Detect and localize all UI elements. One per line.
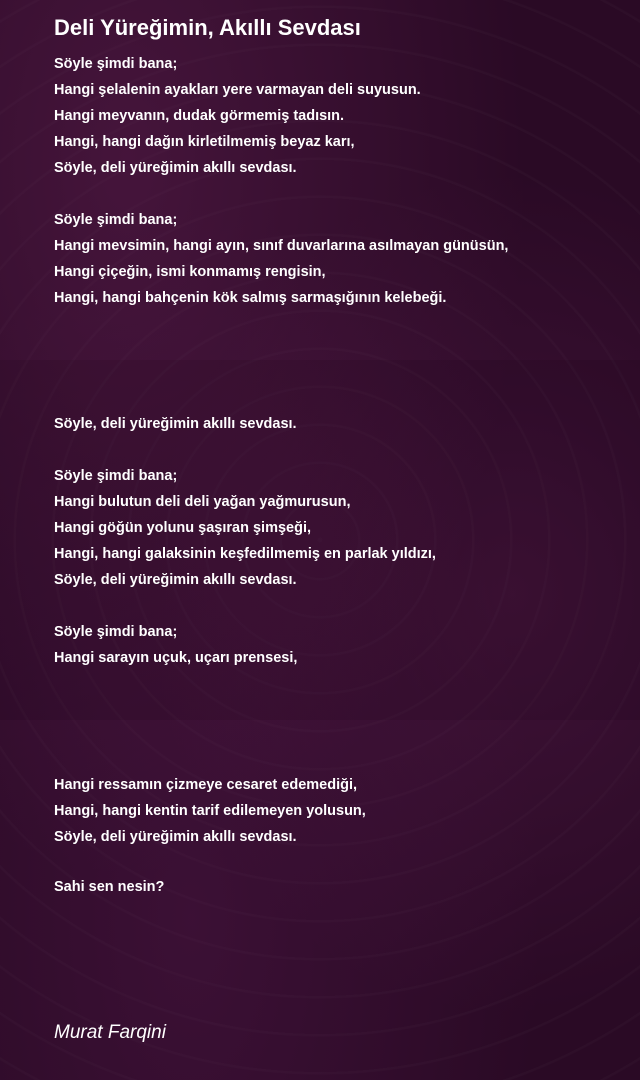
stanza: [54, 51, 421, 181]
poem-line: Hangi, hangi bahçenin kök salmış sarmaşığının kelebeği.: [54, 290, 447, 306]
poem-line: Söyle şimdi bana;: [54, 56, 178, 72]
poem-line: Söyle, deli yüreğimin akıllı sevdası.: [54, 416, 297, 432]
poem-line: Hangi meyvanın, dudak görmemiş tadısın.: [54, 108, 345, 124]
poem-line: Hangi göğün yolunu şaşıran şimşeği,: [54, 520, 312, 536]
poem-line: Söyle, deli yüreğimin akıllı sevdası.: [54, 160, 297, 176]
stanza: [54, 619, 297, 671]
poem-line: Söyle şimdi bana;: [54, 212, 178, 228]
poem-line: Hangi çiçeğin, ismi konmamış rengisin,: [54, 264, 326, 280]
poem-line: Sahi sen nesin?: [54, 879, 165, 895]
poem-line: Söyle şimdi bana;: [54, 624, 178, 640]
poem-author: Murat Farqini: [54, 1022, 166, 1043]
poem-line: Hangi, hangi dağın kirletilmemiş beyaz karı,: [54, 134, 355, 150]
poem-line: Hangi bulutun deli deli yağan yağmurusun,: [54, 494, 351, 510]
poem-line: Hangi ressamın çizmeye cesaret edemediği,: [54, 777, 358, 793]
stanza: [54, 411, 297, 437]
poem-title: Deli Yüreğimin, Akıllı Sevdası: [54, 15, 361, 40]
poem-line: Hangi mevsimin, hangi ayın, sınıf duvarlarına asılmayan günüsün,: [54, 238, 509, 254]
poem-line: Hangi sarayın uçuk, uçarı prensesi,: [54, 650, 298, 666]
poem-line: Hangi, hangi kentin tarif edilemeyen yolusun,: [54, 803, 366, 819]
poem-line: Hangi şelalenin ayakları yere varmayan deli suyusun.: [54, 82, 421, 98]
poem-line: Söyle, deli yüreğimin akıllı sevdası.: [54, 572, 297, 588]
stanza: [54, 772, 366, 850]
poem-line: Söyle şimdi bana;: [54, 468, 178, 484]
poem-line: Hangi, hangi galaksinin keşfedilmemiş en parlak yıldızı,: [54, 546, 436, 562]
stanza: [54, 874, 164, 900]
stanza: [54, 207, 508, 311]
stanza: [54, 463, 436, 593]
poem-line: Söyle, deli yüreğimin akıllı sevdası.: [54, 829, 297, 845]
